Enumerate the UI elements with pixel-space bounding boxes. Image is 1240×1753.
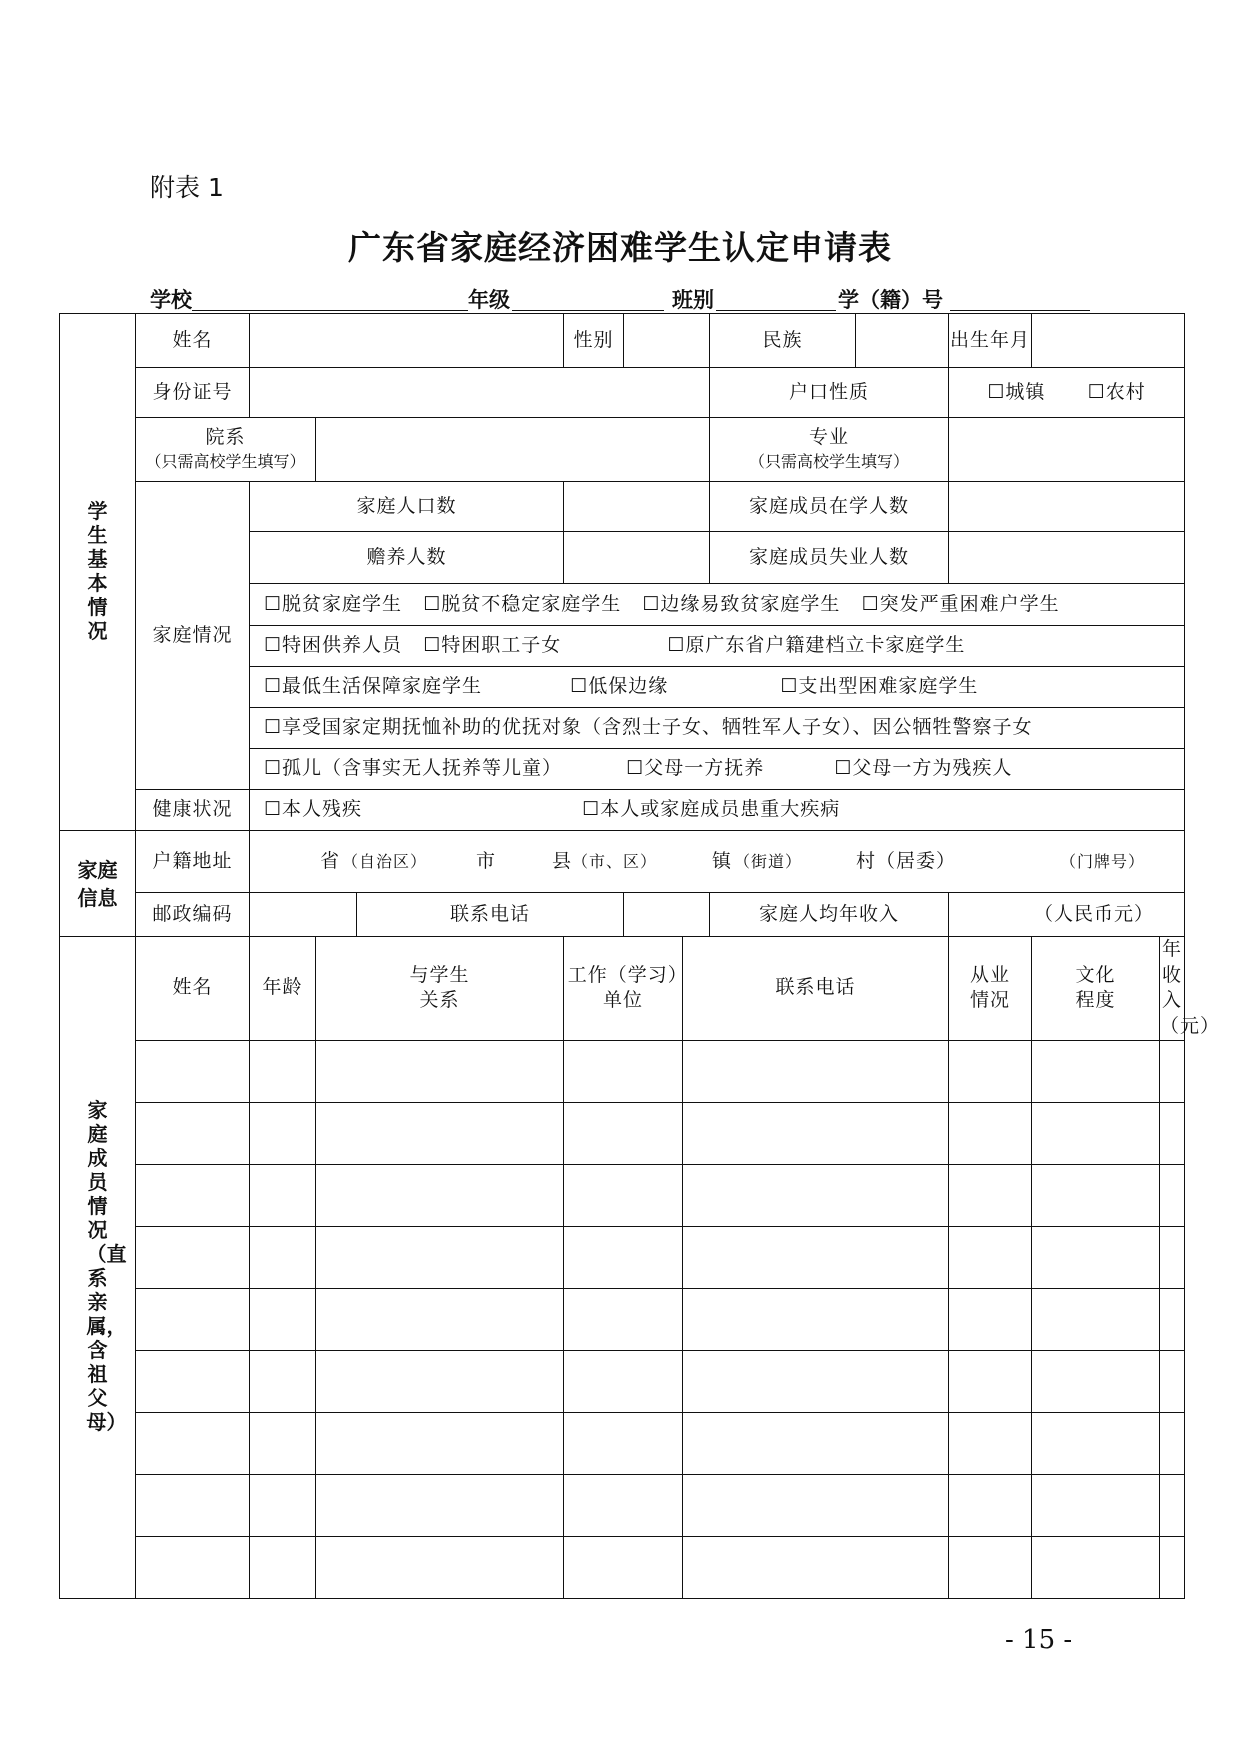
id-field[interactable] [250,368,710,418]
member-cell[interactable] [683,1536,949,1598]
member-cell[interactable] [683,1226,949,1288]
situation-row-2 [250,626,1185,667]
name-label: 姓名 [136,314,250,368]
hukou-type-label: 户口性质 [710,368,949,418]
hukou-addr-field[interactable] [250,831,1185,893]
income-label: 家庭人均年收入 [710,893,949,937]
school-input-line[interactable] [192,310,468,311]
col-member-income: 年收入 （元） [1160,937,1185,1041]
hukou-addr-label: 户籍地址 [136,831,250,893]
family-situation-label: 家庭情况 [136,482,250,790]
option-single-parent[interactable]: ☐ 父母一方抚养 [626,757,764,779]
member-cell[interactable] [1160,1412,1185,1474]
member-cell[interactable] [564,1474,683,1536]
appendix-label: 附表 1 [150,173,224,202]
health-options [250,790,1185,831]
option-edge-poverty[interactable]: ☐ 边缘易致贫家庭学生 [642,593,840,615]
option-sudden-hardship[interactable]: ☐ 突发严重困难户学生 [862,593,1060,615]
situation-row-3 [250,667,1185,708]
col-member-name: 姓名 [136,937,250,1041]
major-label-text: 专业 [809,425,850,448]
class-label: 班别 [672,287,714,312]
member-row [60,1102,1185,1164]
member-cell[interactable] [136,1102,250,1164]
member-cell[interactable] [1032,1102,1160,1164]
member-cell[interactable] [949,1536,1032,1598]
dept-label [136,418,316,482]
family-students-label: 家庭成员在学人数 [710,482,949,532]
member-cell[interactable] [250,1164,316,1226]
member-cell[interactable] [136,1350,250,1412]
member-cell[interactable] [136,1536,250,1598]
member-cell[interactable] [1160,1350,1185,1412]
grade-input-line[interactable] [512,310,664,311]
addr-village: 村（居委） [856,849,957,872]
dependents-label: 赡养人数 [250,532,564,584]
situation-row-1 [250,584,1185,626]
member-cell[interactable] [1160,1164,1185,1226]
health-label: 健康状况 [136,790,250,831]
member-cell[interactable] [316,1474,564,1536]
income-unit: （人民币元） [1034,902,1155,925]
dept-field[interactable] [316,418,710,482]
family-size-label: 家庭人口数 [250,482,564,532]
col-member-job: 从业 情况 [949,937,1032,1041]
member-cell[interactable] [683,1474,949,1536]
member-cell[interactable] [683,1412,949,1474]
member-cell[interactable] [1160,1474,1185,1536]
member-cell[interactable] [564,1350,683,1412]
col-member-work: 工作（学习）单位 [564,937,683,1041]
member-cell[interactable] [1160,1288,1185,1350]
member-cell[interactable] [683,1350,949,1412]
member-cell[interactable] [250,1474,316,1536]
income-field[interactable] [949,893,1185,937]
option-special-support[interactable]: ☐ 特困供养人员 [264,634,402,656]
hukou-type-options [949,368,1185,418]
member-cell[interactable] [1160,1102,1185,1164]
option-orphan[interactable]: ☐ 孤儿（含事实无人抚养等儿童） [264,757,562,779]
member-cell[interactable] [250,1226,316,1288]
member-cell[interactable] [136,1288,250,1350]
addr-county: 县 [552,849,573,872]
addr-county-note: （市、区） [572,851,658,871]
addr-house: （门牌号） [1060,851,1146,871]
member-cell[interactable] [683,1040,949,1102]
member-row [60,1164,1185,1226]
member-cell[interactable] [564,1288,683,1350]
member-cell[interactable] [1032,1288,1160,1350]
member-cell[interactable] [564,1164,683,1226]
situation-row-4 [250,708,1185,749]
school-info-row [150,284,1090,314]
member-cell[interactable] [250,1536,316,1598]
member-cell[interactable] [1032,1536,1160,1598]
section-family-members: 家庭成员情况（直系亲属，含祖父母） [60,937,136,1599]
birth-field[interactable] [1032,314,1185,368]
member-cell[interactable] [136,1226,250,1288]
member-row [60,1288,1185,1350]
situation-row-5 [250,749,1185,790]
member-cell[interactable] [250,1412,316,1474]
member-cell[interactable] [1032,1226,1160,1288]
major-field[interactable] [949,418,1185,482]
addr-province: 省 [320,849,341,872]
section-basic-info: 学生基本情况 [60,314,136,831]
member-cell[interactable] [949,1040,1032,1102]
member-cell[interactable] [683,1102,949,1164]
member-row [60,1040,1185,1102]
member-row [60,1350,1185,1412]
member-cell[interactable] [564,1412,683,1474]
option-self-disabled[interactable]: ☐ 本人残疾 [264,798,362,820]
member-cell[interactable] [1160,1226,1185,1288]
form-title: 广东省家庭经济困难学生认定申请表 [348,228,892,267]
member-cell[interactable] [949,1226,1032,1288]
id-label: 身份证号 [136,368,250,418]
member-cell[interactable] [949,1102,1032,1164]
member-cell[interactable] [949,1350,1032,1412]
member-cell[interactable] [1032,1350,1160,1412]
student-no-label: 学（籍）号 [838,287,943,312]
member-cell[interactable] [564,1040,683,1102]
member-cell[interactable] [564,1102,683,1164]
member-row [60,1412,1185,1474]
family-phone-label: 联系电话 [357,893,624,937]
ethnicity-field[interactable] [856,314,949,368]
member-row [60,1226,1185,1288]
option-low-income-edge[interactable]: ☐ 低保边缘 [570,675,668,697]
option-pension-recipient[interactable]: ☐ 享受国家定期抚恤补助的优抚对象（含烈士子女、牺牲军人子女）、因公牺牲警察子女 [264,716,1033,738]
section-family-info: 家庭信息 [60,831,136,937]
option-disabled-parent[interactable]: ☐ 父母一方为残疾人 [834,757,1012,779]
col-member-age: 年龄 [250,937,316,1041]
member-row [60,1536,1185,1598]
member-cell[interactable] [949,1164,1032,1226]
student-no-input-line[interactable] [950,310,1090,311]
family-phone-field[interactable] [624,893,710,937]
member-cell[interactable] [136,1164,250,1226]
option-minimum-living[interactable]: ☐ 最低生活保障家庭学生 [264,675,482,697]
col-member-phone: 联系电话 [683,937,949,1041]
application-form-table [59,313,1221,1599]
member-cell[interactable] [683,1164,949,1226]
family-students-field[interactable] [949,482,1185,532]
unemployed-field[interactable] [949,532,1185,584]
dependents-field[interactable] [564,532,710,584]
member-cell[interactable] [316,1536,564,1598]
member-cell[interactable] [316,1412,564,1474]
urban-checkbox[interactable]: ☐ 城镇 [987,381,1045,403]
option-expenditure-hardship[interactable]: ☐ 支出型困难家庭学生 [780,675,978,697]
member-cell[interactable] [564,1536,683,1598]
gender-label: 性别 [564,314,624,368]
major-note: （只需高校学生填写） [749,452,910,472]
dept-label-text: 院系 [205,425,246,448]
option-hardship-worker-child[interactable]: ☐ 特困职工子女 [423,634,561,656]
school-label: 学校 [150,287,192,312]
name-field[interactable] [250,314,564,368]
birth-label: 出生年月 [949,314,1032,368]
family-size-field[interactable] [564,482,710,532]
col-member-edu: 文化 程度 [1032,937,1160,1041]
addr-town-note: （街道） [734,851,803,871]
member-cell[interactable] [316,1040,564,1102]
page-number: - 15 - [1005,1625,1073,1655]
member-cell[interactable] [136,1474,250,1536]
option-poverty-alleviated[interactable]: ☐ 脱贫家庭学生 [264,593,402,615]
option-registered-poor[interactable]: ☐ 原广东省户籍建档立卡家庭学生 [667,634,965,656]
member-cell[interactable] [1160,1536,1185,1598]
col-member-relation: 与学生 关系 [316,937,564,1041]
member-cell[interactable] [250,1288,316,1350]
member-cell[interactable] [683,1288,949,1350]
member-cell[interactable] [316,1350,564,1412]
member-cell[interactable] [250,1040,316,1102]
gender-field[interactable] [624,314,710,368]
member-cell[interactable] [949,1412,1032,1474]
dept-note: （只需高校学生填写） [145,452,306,472]
member-cell[interactable] [316,1226,564,1288]
member-cell[interactable] [316,1164,564,1226]
postal-label: 邮政编码 [136,893,250,937]
member-cell[interactable] [1032,1164,1160,1226]
unemployed-label: 家庭成员失业人数 [710,532,949,584]
member-cell[interactable] [564,1226,683,1288]
addr-town: 镇 [712,849,733,872]
ethnicity-label: 民族 [710,314,856,368]
member-cell[interactable] [136,1040,250,1102]
member-cell[interactable] [250,1350,316,1412]
addr-city: 市 [476,849,497,872]
major-label [710,418,949,482]
member-cell[interactable] [1032,1040,1160,1102]
postal-field[interactable] [250,893,357,937]
option-unstable-poverty[interactable]: ☐ 脱贫不稳定家庭学生 [423,593,621,615]
rural-checkbox[interactable]: ☐ 农村 [1088,381,1146,403]
member-cell[interactable] [1032,1412,1160,1474]
member-cell[interactable] [949,1474,1032,1536]
member-cell[interactable] [136,1412,250,1474]
member-cell[interactable] [949,1288,1032,1350]
member-row [60,1474,1185,1536]
member-cell[interactable] [316,1102,564,1164]
class-input-line[interactable] [716,310,836,311]
member-cell[interactable] [316,1288,564,1350]
member-cell[interactable] [1160,1040,1185,1102]
addr-province-note: （自治区） [342,851,428,871]
grade-label: 年级 [468,287,510,312]
option-serious-illness[interactable]: ☐ 本人或家庭成员患重大疾病 [582,798,840,820]
member-cell[interactable] [1032,1474,1160,1536]
member-cell[interactable] [250,1102,316,1164]
